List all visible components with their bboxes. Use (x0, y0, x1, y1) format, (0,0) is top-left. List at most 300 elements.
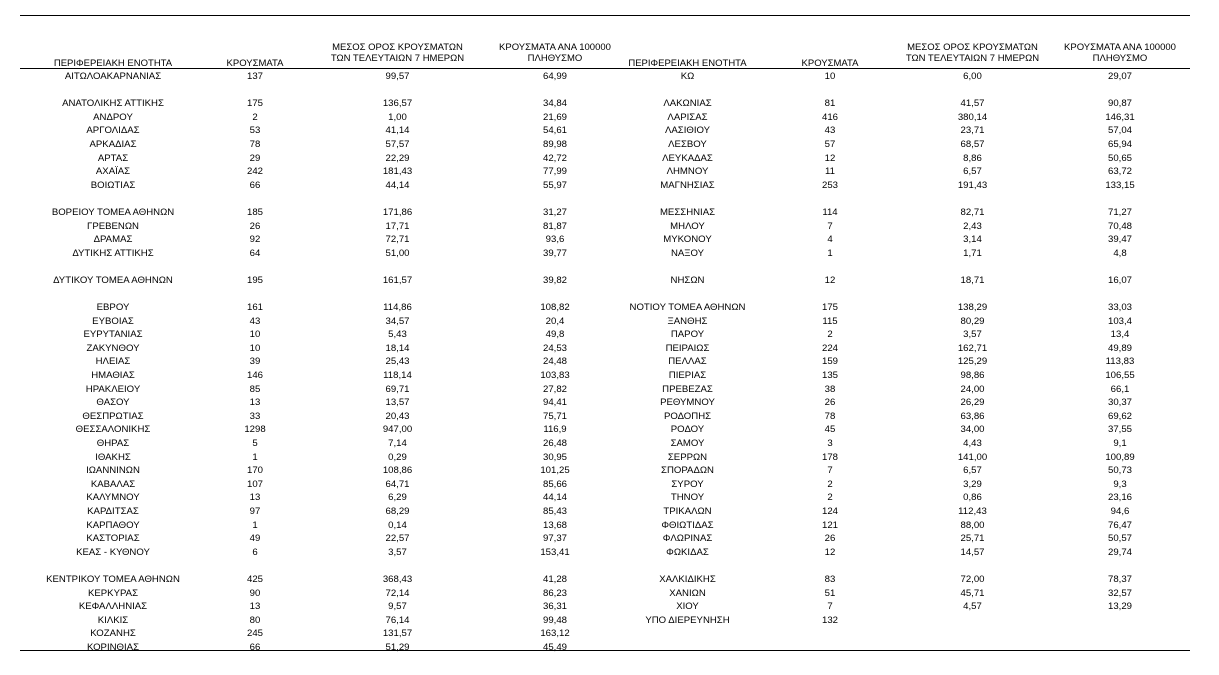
table-cell-avg: 45,71 (960, 587, 985, 599)
header-avg-right (895, 42, 1050, 64)
header-avg-line1: ΜΕΣΟΣ ΟΡΟΣ ΚΡΟΥΣΜΑΤΩΝ (907, 42, 1038, 53)
table-cell-region: ΕΥΒΟΙΑΣ (92, 315, 134, 327)
row-spacer (895, 192, 1050, 206)
table-cell-rate: 39,47 (1107, 234, 1132, 246)
table-cell-cases: 2 (827, 329, 833, 341)
table-cell-avg: 68,29 (385, 506, 410, 517)
header-rate-line1: ΚΡΟΥΣΜΑΤΑ ΑΝΑ 100000 (1064, 42, 1176, 53)
table-cell-avg: 1,00 (388, 111, 407, 123)
table-cell-avg: 99,57 (385, 71, 410, 82)
table-cell-avg: 18,14 (385, 342, 410, 354)
row-spacer (485, 288, 625, 302)
table-cell-avg: 9,57 (388, 601, 407, 613)
row-spacer (23, 260, 203, 274)
table-cell-avg: 8,86 (963, 152, 982, 164)
table-cell-rate: 30,95 (542, 451, 567, 463)
table-cell-rate: 63,72 (1107, 166, 1132, 178)
table-cell-cases: 2 (827, 478, 833, 490)
table-cell-cases: 66 (249, 641, 261, 653)
table-cell-avg: 6,00 (963, 71, 982, 82)
table-cell-avg: 1,71 (963, 247, 982, 259)
table-cell-rate: 81,87 (542, 220, 567, 232)
table-cell-cases: 115 (822, 315, 838, 327)
table-cell-cases: 51 (824, 587, 836, 599)
left-rate-column (485, 70, 625, 655)
table-cell-rate: 41,28 (542, 573, 567, 585)
row-spacer (610, 192, 765, 206)
table-cell-avg: 25,71 (960, 533, 985, 545)
table-cell-rate: 37,55 (1107, 424, 1132, 436)
table-cell-rate: 85,66 (542, 478, 567, 490)
table-cell-cases: 178 (821, 451, 838, 463)
table-cell-rate: 20,4 (545, 315, 565, 327)
table-cell-cases: 38 (824, 383, 836, 395)
table-cell-region: ΘΕΣΣΑΛΟΝΙΚΗΣ (75, 424, 151, 436)
table-cell-rate: 50,65 (1107, 152, 1132, 164)
table-cell-region: ΥΠΟ ΔΙΕΡΕΥΝΗΣΗ (645, 614, 730, 626)
table-cell-avg: 947,00 (382, 424, 413, 436)
header-cases-left: ΚΡΟΥΣΜΑΤΑ (226, 58, 284, 69)
table-cell-cases: 245 (246, 628, 263, 640)
bottom-rule (20, 650, 1190, 651)
table-cell-region: ΔΥΤΙΚΟΥ ΤΟΜΕΑ ΑΘΗΝΩΝ (53, 274, 173, 286)
table-cell-region: ΣΥΡΟΥ (671, 478, 704, 490)
table-cell-region: ΚΩ (680, 71, 695, 82)
table-cell-cases: 3 (827, 438, 833, 450)
table-cell-region: ΚΑΒΑΛΑΣ (90, 478, 136, 490)
table-cell-cases: 26 (824, 533, 836, 545)
table-cell-region: ΔΡΑΜΑΣ (93, 234, 133, 246)
table-cell-region: ΚΕΡΚΥΡΑΣ (87, 587, 138, 599)
table-cell-region: ΡΟΔΟΠΗΣ (663, 410, 712, 422)
table-cell-rate: 103,83 (540, 370, 570, 382)
header-avg-left (320, 42, 475, 64)
table-cell-rate: 9,3 (1113, 478, 1127, 490)
table-cell-rate: 21,69 (542, 111, 567, 123)
table-cell-avg: 44,14 (385, 179, 410, 191)
table-cell-region: ΑΙΤΩΛΟΑΚΑΡΝΑΝΙΑΣ (64, 71, 162, 82)
left-cases-column (205, 70, 305, 655)
table-cell-avg: 34,00 (960, 424, 985, 436)
table-cell-avg: 14,57 (960, 546, 985, 558)
row-spacer (780, 192, 880, 206)
table-cell-avg: 162,71 (957, 342, 988, 354)
table-cell-avg: 131,57 (382, 628, 413, 640)
table-cell-cases: 33 (249, 410, 261, 422)
table-cell-region: ΚΟΖΑΝΗΣ (90, 628, 136, 640)
table-cell-cases: 7 (827, 220, 833, 232)
table-cell-avg: 57,57 (385, 138, 410, 150)
row-spacer (320, 288, 475, 302)
table-cell-avg: 3,57 (963, 329, 982, 341)
header-avg-line1: ΜΕΣΟΣ ΟΡΟΣ ΚΡΟΥΣΜΑΤΩΝ (332, 42, 463, 53)
table-cell-rate: 54,61 (542, 125, 567, 137)
table-cell-cases: 185 (246, 206, 263, 218)
table-cell-region: ΧΑΝΙΩΝ (669, 587, 706, 599)
table-cell-rate: 36,31 (542, 601, 567, 613)
table-cell-region: ΠΙΕΡΙΑΣ (668, 370, 707, 382)
row-spacer (485, 84, 625, 98)
table-cell-rate: 78,37 (1107, 573, 1132, 585)
table-cell-region: ΦΛΩΡΙΝΑΣ (662, 533, 713, 545)
table-cell-rate: 133,15 (1105, 179, 1135, 191)
table-cell-region: ΠΡΕΒΕΖΑΣ (662, 383, 713, 395)
table-cell-cases: 81 (824, 98, 836, 110)
table-cell-region: ΔΥΤΙΚΗΣ ΑΤΤΙΚΗΣ (72, 247, 154, 259)
table-cell-region: ΑΡΤΑΣ (97, 152, 129, 164)
table-cell-avg: 68,57 (960, 138, 985, 150)
table-cell-avg: 72,14 (385, 587, 410, 599)
table-cell-avg: 51,00 (385, 247, 410, 259)
table-cell-rate: 64,99 (542, 71, 567, 82)
table-cell-avg: 161,57 (382, 274, 413, 286)
table-cell-rate: 30,37 (1107, 397, 1132, 409)
table-cell-rate: 29,74 (1107, 546, 1132, 558)
table-cell-avg: 6,29 (388, 492, 407, 504)
table-cell-rate: 45,49 (542, 641, 567, 653)
table-cell-avg: 34,57 (385, 315, 410, 327)
header-rule (20, 68, 1190, 69)
table-cell-region: ΝΟΤΙΟΥ ΤΟΜΕΑ ΑΘΗΝΩΝ (629, 302, 746, 314)
table-cell-region: ΤΗΝΟΥ (670, 492, 705, 504)
table-cell-avg: 23,71 (960, 125, 985, 137)
table-cell-avg: 138,29 (957, 302, 988, 314)
table-cell-cases: 26 (824, 397, 836, 409)
table-cell-cases: 43 (249, 315, 261, 327)
table-cell-rate: 94,41 (542, 397, 567, 409)
row-spacer (1050, 84, 1190, 98)
table-cell-rate: 108,82 (540, 302, 570, 314)
table-cell-cases: 161 (246, 302, 263, 314)
left-region-column (23, 70, 203, 655)
table-cell-cases: 90 (249, 587, 261, 599)
table-cell-region: ΚΑΡΠΑΘΟΥ (86, 519, 140, 531)
table-cell-avg: 51,29 (385, 641, 410, 653)
table-cell-avg: 72,00 (960, 573, 985, 585)
table-cell-rate: 13,68 (542, 519, 567, 531)
table-cell-rate: 93,6 (545, 234, 565, 246)
table-cell-avg: 368,43 (382, 573, 413, 585)
table-cell-cases: 97 (249, 506, 261, 517)
table-cell-avg: 191,43 (957, 179, 988, 191)
table-cell-region: ΕΥΡΥΤΑΝΙΑΣ (83, 329, 143, 341)
table-cell-rate: 32,57 (1107, 587, 1132, 599)
table-cell-rate: 49,8 (545, 329, 565, 341)
table-cell-cases: 2 (827, 492, 833, 504)
table-cell-cases: 29 (249, 152, 261, 164)
table-cell-rate: 55,97 (542, 179, 567, 191)
table-cell-cases: 49 (249, 533, 261, 545)
table-cell-cases: 114 (822, 206, 838, 218)
table-cell-region: ΚΙΛΚΙΣ (97, 614, 129, 626)
table-cell-cases: 66 (249, 179, 261, 191)
table-cell-cases: 83 (824, 573, 836, 585)
table-cell-cases: 92 (249, 234, 261, 246)
table-cell-rate: 65,94 (1107, 138, 1132, 150)
table-cell-region: ΕΒΡΟΥ (96, 302, 130, 314)
table-cell-avg: 25,43 (385, 356, 410, 368)
table-cell-cases: 64 (249, 247, 261, 259)
table-cell-avg: 380,14 (957, 111, 988, 123)
table-cell-rate: 77,99 (542, 166, 567, 178)
table-cell-rate: 66,1 (1110, 383, 1130, 395)
table-cell-rate: 85,43 (542, 506, 567, 517)
table-cell-rate: 39,77 (542, 247, 567, 259)
table-cell-rate: 69,62 (1107, 410, 1132, 422)
table-cell-rate: 39,82 (542, 274, 567, 286)
row-spacer (23, 84, 203, 98)
row-spacer (1050, 192, 1190, 206)
table-cell-rate: 33,03 (1107, 302, 1132, 314)
table-cell-avg: 63,86 (960, 410, 985, 422)
table-cell-cases: 12 (824, 152, 836, 164)
table-cell-avg: 125,29 (957, 356, 988, 368)
table-cell-region: ΘΕΣΠΡΩΤΙΑΣ (82, 410, 144, 422)
row-spacer (320, 559, 475, 573)
row-spacer (205, 192, 305, 206)
row-spacer (485, 192, 625, 206)
table-cell-region: ΗΜΑΘΙΑΣ (91, 370, 135, 382)
row-spacer (895, 260, 1050, 274)
table-cell-avg: 69,71 (385, 383, 410, 395)
table-cell-cases: 10 (249, 342, 261, 354)
table-cell-rate: 42,72 (542, 152, 567, 164)
table-cell-region: ΛΗΜΝΟΥ (666, 166, 709, 178)
table-cell-cases: 175 (246, 98, 263, 110)
table-cell-rate: 97,37 (542, 533, 567, 545)
table-cell-cases: 175 (821, 302, 838, 314)
header-rate-line2: ΠΛΗΘΥΣΜΟ (1092, 53, 1148, 64)
table-cell-cases: 39 (249, 356, 261, 368)
row-spacer (320, 260, 475, 274)
table-cell-cases: 5 (252, 438, 258, 450)
table-cell-rate: 99,48 (542, 614, 567, 626)
row-spacer (23, 559, 203, 573)
table-cell-cases: 242 (246, 166, 263, 178)
table-cell-cases: 13 (249, 492, 261, 504)
row-spacer (1050, 559, 1190, 573)
table-cell-avg: 3,14 (963, 234, 982, 246)
row-spacer (205, 288, 305, 302)
table-cell-region: ΛΑΚΩΝΙΑΣ (663, 98, 712, 110)
table-cell-region: ΣΠΟΡΑΔΩΝ (661, 465, 714, 477)
right-cases-column (780, 70, 880, 627)
table-cell-rate: 23,16 (1107, 492, 1132, 504)
table-cell-rate: 153,41 (540, 546, 570, 558)
table-cell-cases: 425 (246, 573, 263, 585)
table-cell-region: ΤΡΙΚΑΛΩΝ (663, 506, 712, 517)
table-cell-cases: 2 (252, 111, 258, 123)
table-cell-region: ΣΕΡΡΩΝ (667, 451, 708, 463)
row-spacer (205, 260, 305, 274)
header-region-right: ΠΕΡΙΦΕΡΕΙΑΚΗ ΕΝΟΤΗΤΑ (628, 58, 747, 69)
row-spacer (780, 559, 880, 573)
table-cell-region: ΦΩΚΙΔΑΣ (666, 546, 709, 558)
table-cell-rate: 94,6 (1110, 506, 1130, 517)
table-cell-region: ΠΕΙΡΑΙΩΣ (665, 342, 710, 354)
table-cell-avg: 3,29 (963, 478, 982, 490)
table-cell-rate: 106,55 (1105, 370, 1135, 382)
table-cell-region: ΝΑΞΟΥ (670, 247, 705, 259)
table-cell-cases: 1298 (244, 424, 266, 436)
table-cell-rate: 86,23 (542, 587, 567, 599)
top-rule (20, 15, 1190, 16)
table-cell-region: ΡΕΘΥΜΝΟΥ (660, 397, 715, 409)
table-cell-avg: 141,00 (957, 451, 988, 463)
row-spacer (610, 288, 765, 302)
table-cell-avg: 108,86 (382, 465, 413, 477)
table-cell-avg: 4,43 (963, 438, 982, 450)
table-cell-avg (895, 614, 1050, 628)
row-spacer (780, 84, 880, 98)
row-spacer (780, 288, 880, 302)
table-cell-rate: 71,27 (1107, 206, 1132, 218)
table-cell-cases: 6 (252, 546, 258, 558)
table-cell-rate: 16,07 (1107, 274, 1132, 286)
table-cell-rate: 13,4 (1110, 329, 1130, 341)
table-cell-region: ΖΑΚΥΝΘΟΥ (86, 342, 140, 354)
table-cell-cases: 10 (824, 71, 836, 82)
table-cell-avg: 22,57 (385, 533, 410, 545)
table-cell-cases: 1 (252, 519, 258, 531)
right-rate-column (1050, 70, 1190, 627)
table-cell-rate: 113,83 (1105, 356, 1135, 368)
table-cell-avg: 82,71 (960, 206, 985, 218)
table-cell-region: ΚΕΦΑΛΛΗΝΙΑΣ (78, 601, 148, 613)
table-cell-rate: 116,9 (543, 424, 567, 436)
table-cell-avg: 4,57 (963, 601, 982, 613)
table-cell-region: ΝΗΣΩΝ (670, 274, 705, 286)
table-cell-avg: 76,14 (385, 614, 410, 626)
table-cell-avg: 2,43 (963, 220, 982, 232)
table-cell-avg: 7,14 (388, 438, 407, 450)
table-cell-cases: 135 (821, 370, 838, 382)
table-cell-cases: 224 (821, 342, 838, 354)
table-cell-cases: 78 (824, 410, 836, 422)
row-spacer (895, 559, 1050, 573)
table-cell-region: ΙΘΑΚΗΣ (95, 451, 131, 463)
table-cell-region: ΜΥΚΟΝΟΥ (663, 234, 712, 246)
table-cell-cases: 124 (821, 506, 838, 517)
table-cell-region: ΜΑΓΝΗΣΙΑΣ (660, 179, 715, 191)
table-cell-rate: 27,82 (542, 383, 567, 395)
table-cell-rate: 146,31 (1105, 111, 1135, 123)
table-cell-avg: 64,71 (385, 478, 410, 490)
table-cell-region: ΑΧΑΪΑΣ (95, 166, 131, 178)
header-avg-line2: ΤΩΝ ΤΕΛΕΥΤΑΙΩΝ 7 ΗΜΕΡΩΝ (905, 53, 1040, 64)
table-cell-region: ΒΟΙΩΤΙΑΣ (90, 179, 136, 191)
table-cell-avg: 3,57 (388, 546, 407, 558)
table-cell-cases: 11 (825, 166, 835, 178)
table-cell-region: ΣΑΜΟΥ (670, 438, 705, 450)
table-cell-region: ΧΑΛΚΙΔΙΚΗΣ (659, 573, 716, 585)
table-cell-rate: 90,87 (1107, 98, 1132, 110)
table-cell-rate: 76,47 (1107, 519, 1132, 531)
table-cell-avg: 20,43 (385, 410, 410, 422)
table-cell-cases: 137 (246, 71, 263, 82)
table-cell-cases: 12 (824, 546, 836, 558)
table-cell-rate: 163,12 (540, 628, 570, 640)
table-cell-rate: 89,98 (542, 138, 567, 150)
header-region-left: ΠΕΡΙΦΕΡΕΙΑΚΗ ΕΝΟΤΗΤΑ (53, 58, 173, 69)
table-cell-avg: 80,29 (960, 315, 985, 327)
table-cell-region: ΛΕΥΚΑΔΑΣ (662, 152, 713, 164)
table-cell-region: ΑΝΔΡΟΥ (93, 111, 133, 123)
row-spacer (780, 260, 880, 274)
table-cell-region: ΧΙΟΥ (676, 601, 699, 613)
table-cell-region: ΑΡΚΑΔΙΑΣ (89, 138, 137, 150)
table-cell-region: ΠΑΡΟΥ (670, 329, 705, 341)
table-cell-avg: 0,86 (963, 492, 982, 504)
table-cell-cases: 80 (249, 614, 261, 626)
table-cell-rate: 75,71 (542, 410, 567, 422)
table-cell-rate: 50,57 (1107, 533, 1132, 545)
table-cell-rate: 101,25 (540, 465, 570, 477)
table-cell-avg: 72,71 (385, 234, 410, 246)
table-cell-region: ΡΟΔΟΥ (670, 424, 705, 436)
row-spacer (320, 192, 475, 206)
table-cell-rate: 103,4 (1107, 315, 1132, 327)
table-cell-cases: 53 (249, 125, 261, 137)
table-cell-avg: 171,86 (382, 206, 413, 218)
table-cell-region: ΘΑΣΟΥ (96, 397, 130, 409)
table-cell-avg: 88,00 (960, 519, 985, 531)
header-avg-line2: ΤΩΝ ΤΕΛΕΥΤΑΙΩΝ 7 ΗΜΕΡΩΝ (330, 53, 465, 64)
table-cell-region: ΚΕΑΣ - ΚΥΘΝΟΥ (76, 546, 150, 558)
table-cell-cases: 146 (246, 370, 263, 382)
table-cell-avg: 181,43 (382, 166, 413, 178)
left-avg-column (320, 70, 475, 655)
table-cell-rate: 49,89 (1107, 342, 1132, 354)
header-rate-left (485, 42, 625, 64)
row-spacer (895, 84, 1050, 98)
table-cell-rate: 34,84 (542, 98, 567, 110)
table-cell-avg: 5,43 (388, 329, 407, 341)
table-cell-cases: 253 (821, 179, 838, 191)
table-cell-cases: 7 (827, 601, 833, 613)
table-cell-rate: 70,48 (1107, 220, 1132, 232)
table-cell-rate: 50,73 (1107, 465, 1132, 477)
table-cell-region: ΠΕΛΛΑΣ (668, 356, 707, 368)
table-cell-rate: 9,1 (1113, 438, 1127, 450)
table-cell-avg: 0,14 (388, 519, 407, 531)
table-cell-region: ΒΟΡΕΙΟΥ ΤΟΜΕΑ ΑΘΗΝΩΝ (51, 206, 175, 218)
table-cell-rate: 100,89 (1105, 451, 1135, 463)
table-cell-region: ΓΡΕΒΕΝΩΝ (87, 220, 139, 232)
table-cell-cases: 170 (246, 465, 263, 477)
table-cell-cases: 43 (824, 125, 836, 137)
table-cell-avg: 6,57 (963, 465, 982, 477)
right-avg-column (895, 70, 1050, 627)
row-spacer (320, 84, 475, 98)
row-spacer (205, 84, 305, 98)
table-cell-avg: 18,71 (960, 274, 985, 286)
row-spacer (23, 192, 203, 206)
table-cell-cases: 85 (249, 383, 261, 395)
table-cell-cases: 13 (249, 601, 261, 613)
table-cell-rate (1050, 614, 1190, 628)
table-cell-cases: 121 (821, 519, 838, 531)
row-spacer (205, 559, 305, 573)
row-spacer (895, 288, 1050, 302)
table-cell-region: ΗΛΕΙΑΣ (95, 356, 131, 368)
row-spacer (485, 559, 625, 573)
row-spacer (610, 84, 765, 98)
table-cell-region: ΦΘΙΩΤΙΔΑΣ (661, 519, 714, 531)
table-cell-region: ΚΑΡΔΙΤΣΑΣ (87, 506, 139, 517)
table-cell-rate: 24,53 (542, 342, 567, 354)
row-spacer (610, 260, 765, 274)
